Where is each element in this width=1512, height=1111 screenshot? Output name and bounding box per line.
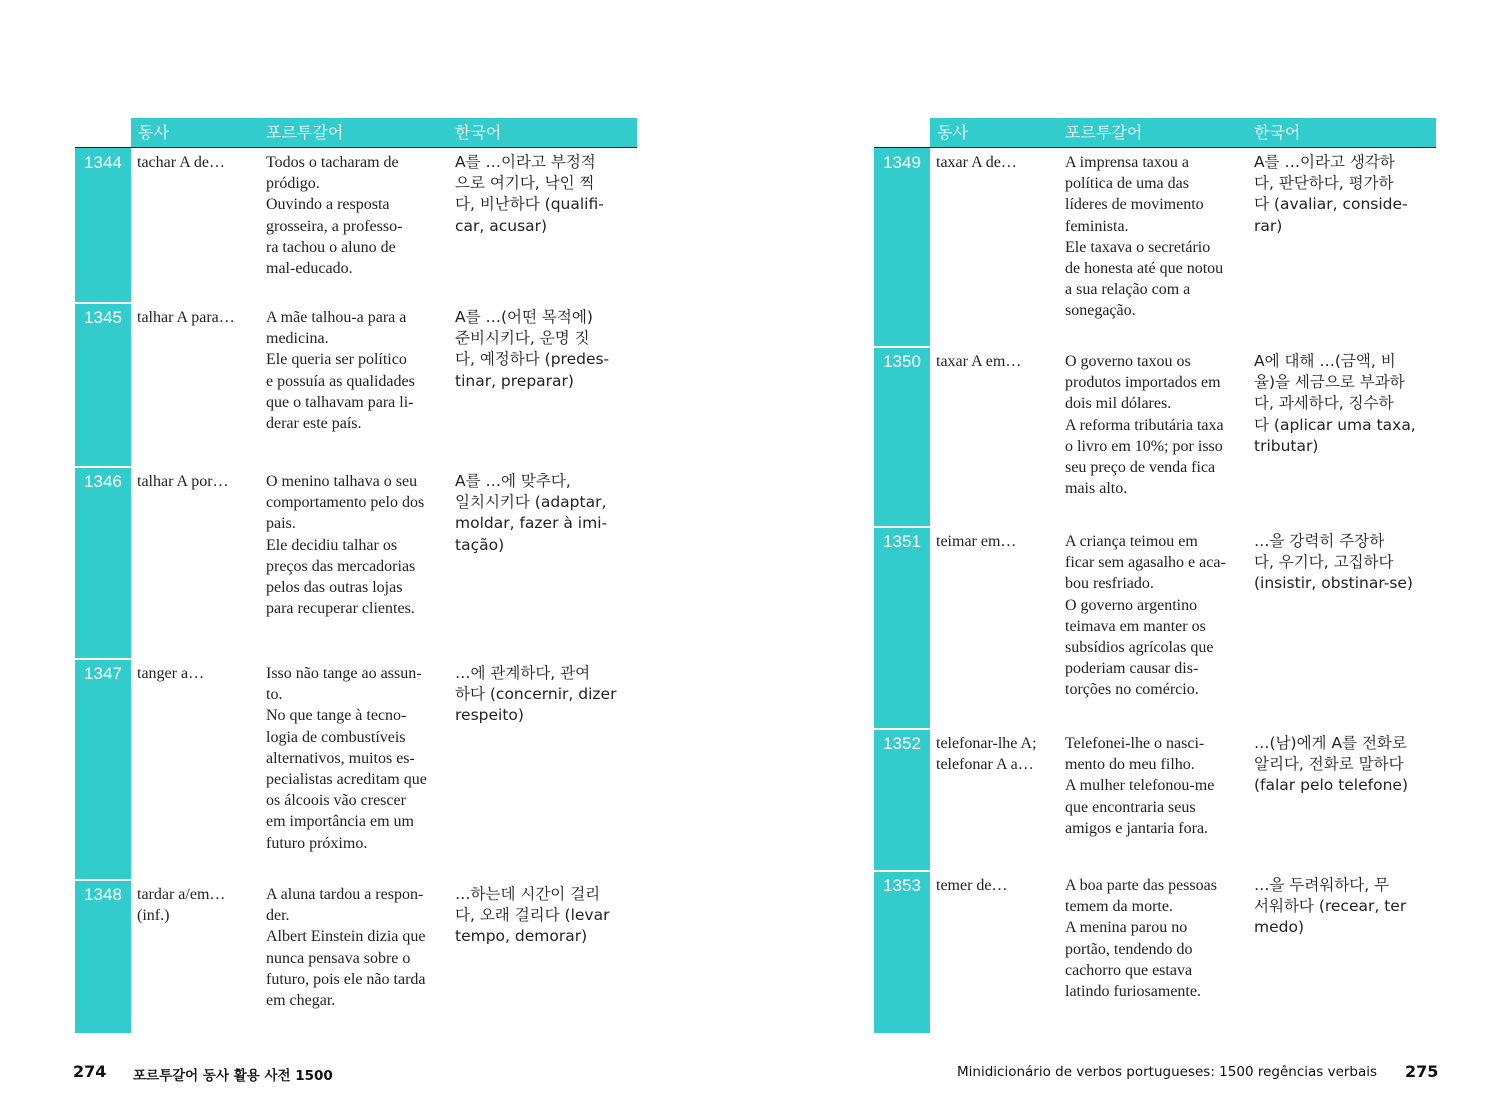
- entry-number: 1349: [874, 148, 930, 347]
- entry-portuguese-example: A criança teimou em ficar sem agasalho e aca- bou resfriado. O governo argentino teimava em manter os subsídios agrícolas que poderiam causar dis- torções no comércio.: [1065, 533, 1226, 699]
- entry-korean-meaning: …을 강력히 주장하 다, 우기다, 고집하다 (insistir, obstinar-se): [1254, 532, 1413, 593]
- entry-korean-meaning: …(남)에게 A를 전화로 알리다, 전화로 말하다 (falar pelo telefone): [1254, 734, 1409, 795]
- entry-portuguese-example: A imprensa taxou a política de uma das líderes de movimento feminista. Ele taxava o secretário de honesta até que notou a sua relação com a sonegação.: [1065, 154, 1224, 320]
- entry-verb: talhar A por…: [137, 473, 229, 490]
- row-divider: [874, 728, 1436, 730]
- entry-verb: teimar em…: [936, 533, 1017, 550]
- entry-row: [75, 303, 637, 467]
- entry-row: [874, 729, 1436, 871]
- entry-row: [75, 148, 637, 303]
- header-korean: 한국어: [1254, 123, 1301, 142]
- entry-row: [874, 347, 1436, 527]
- entry-verb: taxar A em…: [936, 353, 1022, 370]
- row-divider: [75, 879, 637, 881]
- entry-verb: tachar A de…: [137, 154, 225, 171]
- header-portuguese: 포르투갈어: [266, 123, 344, 142]
- running-title-left: 포르투갈어 동사 활용 사전 1500: [133, 1068, 333, 1084]
- entry-number: 1344: [75, 148, 131, 303]
- entry-portuguese-example: Telefonei-lhe o nasci- mento do meu filho. A mulher telefonou-me que encontraria seus amigos e jantaria fora.: [1065, 735, 1215, 837]
- entry-portuguese-example: A boa parte das pessoas temem da morte. A menina parou no portão, tendendo do cachorro que estava latindo furiosamente.: [1065, 877, 1217, 1001]
- entry-korean-meaning: …을 두려워하다, 무 서워하다 (recear, ter medo): [1254, 876, 1407, 937]
- entry-verb: telefonar-lhe A; telefonar A a…: [936, 735, 1037, 774]
- entry-korean-meaning: A를 …이라고 생각하 다, 판단하다, 평가하 다 (avaliar, conside- rar): [1254, 153, 1408, 235]
- row-divider: [75, 466, 637, 468]
- entry-number: 1351: [874, 527, 930, 729]
- entry-portuguese-example: O governo taxou os produtos importados em dois mil dólares. A reforma tributária taxa o livro em 10%; por isso seu preço de venda fica mais alto.: [1065, 353, 1224, 498]
- entry-number: 1346: [75, 467, 131, 659]
- row-divider: [75, 302, 637, 304]
- entry-portuguese-example: A aluna tardou a respon- der. Albert Einstein dizia que nunca pensava sobre o futuro, pois ele não tarda em chegar.: [266, 886, 426, 1010]
- page-number-right: 275: [1405, 1062, 1439, 1081]
- row-divider: [75, 658, 637, 660]
- header-verb: 동사: [937, 123, 968, 142]
- entry-portuguese-example: Isso não tange ao assun- to. No que tange à tecno- logia de combustíveis alternativos, muitos es- pecialistas acreditam que os álcoois vão crescer em importância em um futuro próximo.: [266, 665, 427, 852]
- entry-korean-meaning: A를 …이라고 부정적 으로 여기다, 낙인 찍 다, 비난하다 (qualifi- car, acusar): [455, 153, 604, 235]
- entry-korean-meaning: A에 대해 …(금액, 비 율)을 세금으로 부과하 다, 과세하다, 징수하 다 (aplicar uma taxa, tributar): [1254, 352, 1416, 455]
- row-divider: [874, 346, 1436, 348]
- entry-korean-meaning: A를 …(어떤 목적에) 준비시키다, 운명 짓 다, 예정하다 (predes- tinar, preparar): [455, 308, 610, 390]
- entry-portuguese-example: O menino talhava o seu comportamento pelo dos pais. Ele decidiu talhar os preços das mercadorias pelos das outras lojas para recuperar clientes.: [266, 473, 425, 618]
- entry-number: 1352: [874, 729, 930, 871]
- entry-row: [874, 871, 1436, 1033]
- running-title-right: Minidicionário de verbos portugueses: 1500 regências verbais: [957, 1064, 1378, 1080]
- entry-korean-meaning: …하는데 시간이 걸리 다, 오래 걸리다 (levar tempo, demorar): [455, 885, 610, 946]
- entry-number: 1350: [874, 347, 930, 527]
- header-korean: 한국어: [455, 123, 502, 142]
- header-portuguese: 포르투갈어: [1065, 123, 1143, 142]
- table-header: [131, 118, 637, 147]
- entry-number: 1345: [75, 303, 131, 467]
- header-verb: 동사: [138, 123, 169, 142]
- left-page: [75, 118, 637, 1033]
- entry-number: 1348: [75, 880, 131, 1033]
- entry-verb: tardar a/em… (inf.): [137, 886, 226, 925]
- entry-verb: temer de…: [936, 877, 1008, 894]
- entry-row: [75, 880, 637, 1033]
- entry-korean-meaning: A를 …에 맞추다, 일치시키다 (adaptar, moldar, fazer à imi- tação): [455, 472, 608, 554]
- entry-verb: talhar A para…: [137, 309, 235, 326]
- entry-korean-meaning: …에 관계하다, 관여 하다 (concernir, dizer respeito): [455, 664, 617, 725]
- entry-row: [874, 527, 1436, 729]
- row-divider: [874, 526, 1436, 528]
- entry-portuguese-example: A mãe talhou-a para a medicina. Ele queria ser político e possuía as qualidades que o talhavam para li- derar este país.: [266, 309, 415, 433]
- entry-row: [874, 148, 1436, 347]
- entry-row: [75, 467, 637, 659]
- entry-number: 1353: [874, 871, 930, 1033]
- entry-verb: tanger a…: [137, 665, 205, 682]
- entry-row: [75, 659, 637, 880]
- right-page: [874, 118, 1436, 1033]
- row-divider: [874, 870, 1436, 872]
- entry-portuguese-example: Todos o tacharam de pródigo. Ouvindo a resposta grosseira, a professo- ra tachou o aluno de mal-educado.: [266, 154, 403, 278]
- page-number-left: 274: [73, 1062, 107, 1081]
- entry-verb: taxar A de…: [936, 154, 1017, 171]
- entry-number: 1347: [75, 659, 131, 880]
- table-header: [930, 118, 1436, 147]
